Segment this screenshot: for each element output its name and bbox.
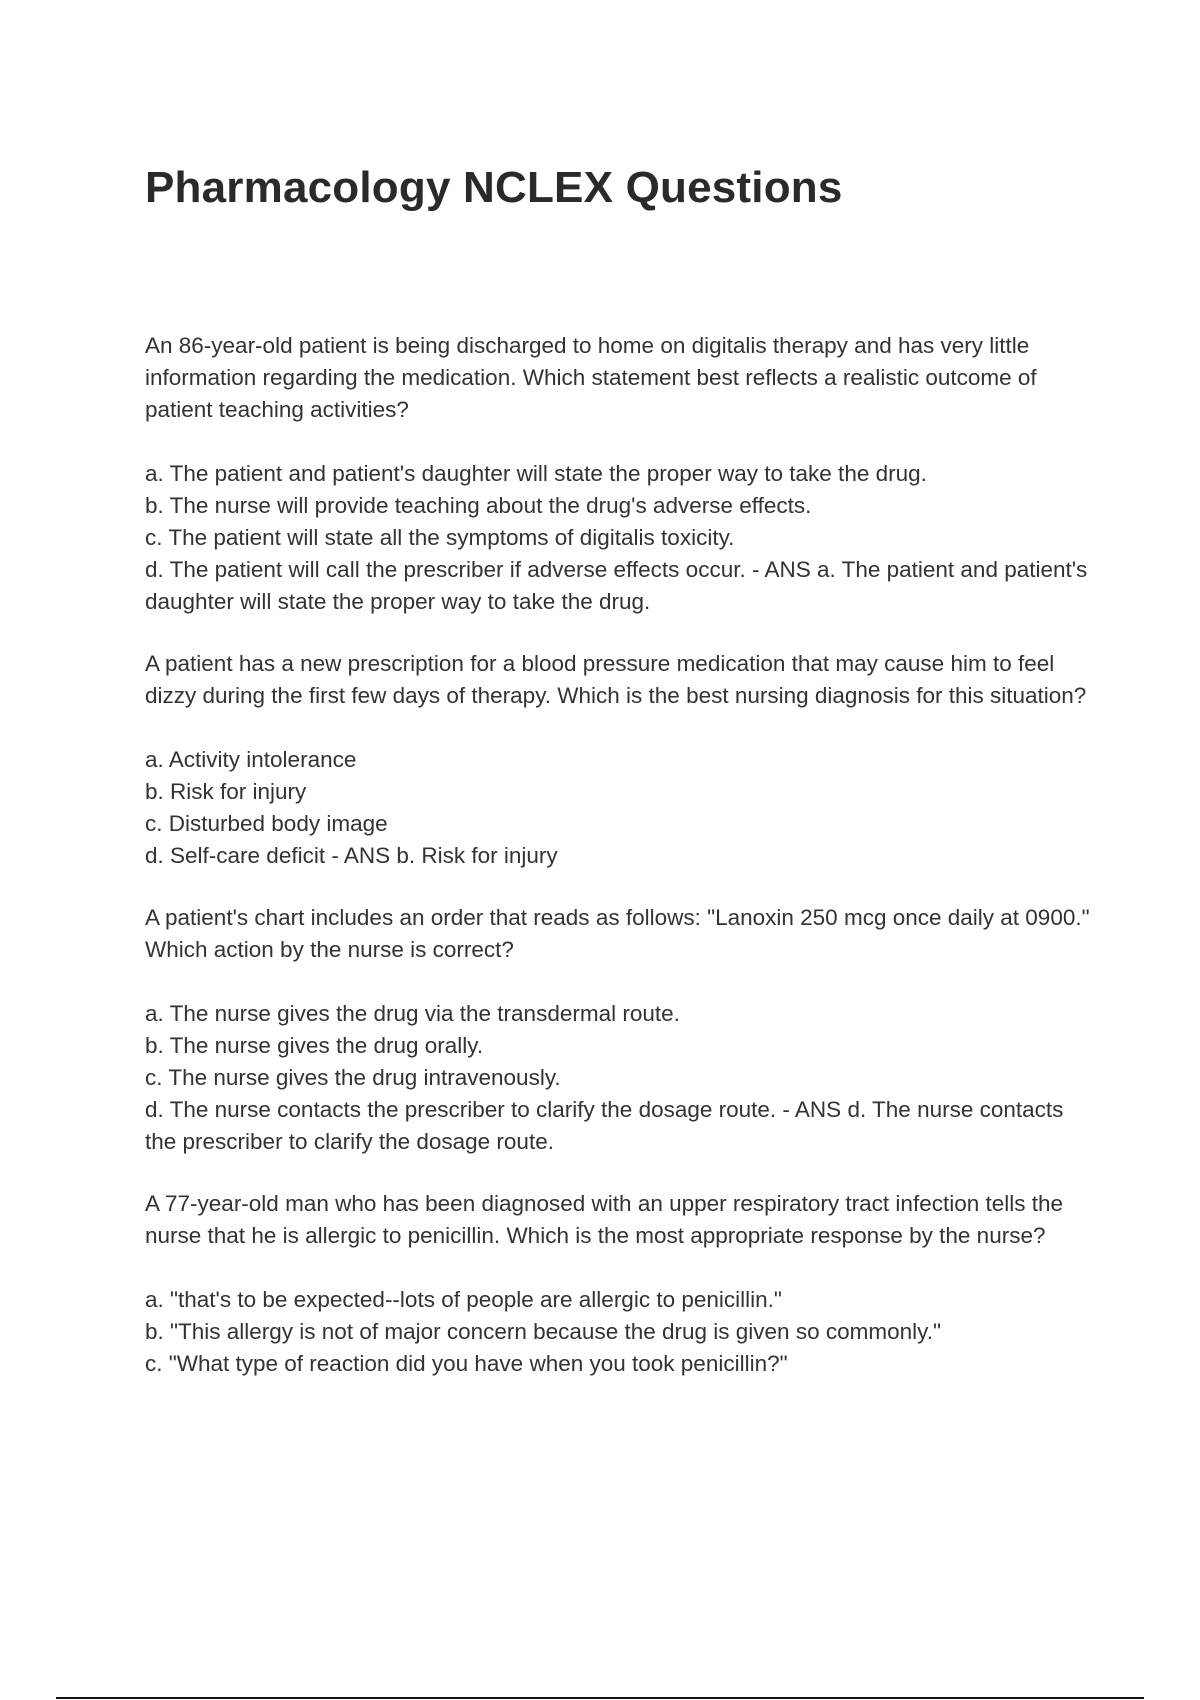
footer-divider — [56, 1697, 1144, 1699]
answer-option-d-with-answer: d. Self-care deficit - ANS b. Risk for injury — [145, 843, 558, 868]
answer-option-a: a. Activity intolerance — [145, 747, 357, 772]
answer-option-c: c. "What type of reaction did you have when you took penicillin?" — [145, 1351, 788, 1376]
question-stem: A patient has a new prescription for a blood pressure medication that may cause him to feel dizzy during the first few days of therapy. Which is the best nursing diagnosis for this situation? — [145, 651, 1087, 708]
question-stem: A patient's chart includes an order that reads as follows: "Lanoxin 250 mcg once daily at 0900." Which action by the nurse is correct? — [145, 905, 1090, 962]
question-1 — [145, 330, 1095, 618]
question-2 — [145, 648, 1095, 872]
answer-option-a: a. The patient and patient's daughter will state the proper way to take the drug. — [145, 461, 927, 486]
question-list — [145, 330, 1095, 1410]
answer-option-c: c. Disturbed body image — [145, 811, 388, 836]
answer-option-b: b. "This allergy is not of major concern because the drug is given so commonly." — [145, 1319, 941, 1344]
answer-option-c: c. The nurse gives the drug intravenously. — [145, 1065, 561, 1090]
answer-option-c: c. The patient will state all the symptoms of digitalis toxicity. — [145, 525, 735, 550]
answer-option-a: a. The nurse gives the drug via the transdermal route. — [145, 1001, 680, 1026]
answer-option-a: a. "that's to be expected--lots of people are allergic to penicillin." — [145, 1287, 782, 1312]
answer-option-b: b. The nurse gives the drug orally. — [145, 1033, 484, 1058]
page-title: Pharmacology NCLEX Questions — [145, 163, 843, 212]
answer-option-b: b. The nurse will provide teaching about the drug's adverse effects. — [145, 493, 812, 518]
question-3 — [145, 902, 1095, 1158]
question-4 — [145, 1188, 1095, 1380]
answer-option-b: b. Risk for injury — [145, 779, 307, 804]
answer-option-d-with-answer: d. The nurse contacts the prescriber to clarify the dosage route. - ANS d. The nurse contacts the prescriber to clarify the dosage route. — [145, 1097, 1064, 1154]
question-stem: A 77-year-old man who has been diagnosed with an upper respiratory tract infection tells the nurse that he is allergic to penicillin. Which is the most appropriate response by the nurse? — [145, 1191, 1064, 1248]
question-stem: An 86-year-old patient is being discharged to home on digitalis therapy and has very little information regarding the medication. Which statement best reflects a realistic outcome of patient teaching activities? — [145, 333, 1037, 422]
answer-option-d-with-answer: d. The patient will call the prescriber if adverse effects occur. - ANS a. The patient and patient's daughter will state the proper way to take the drug. — [145, 557, 1088, 614]
